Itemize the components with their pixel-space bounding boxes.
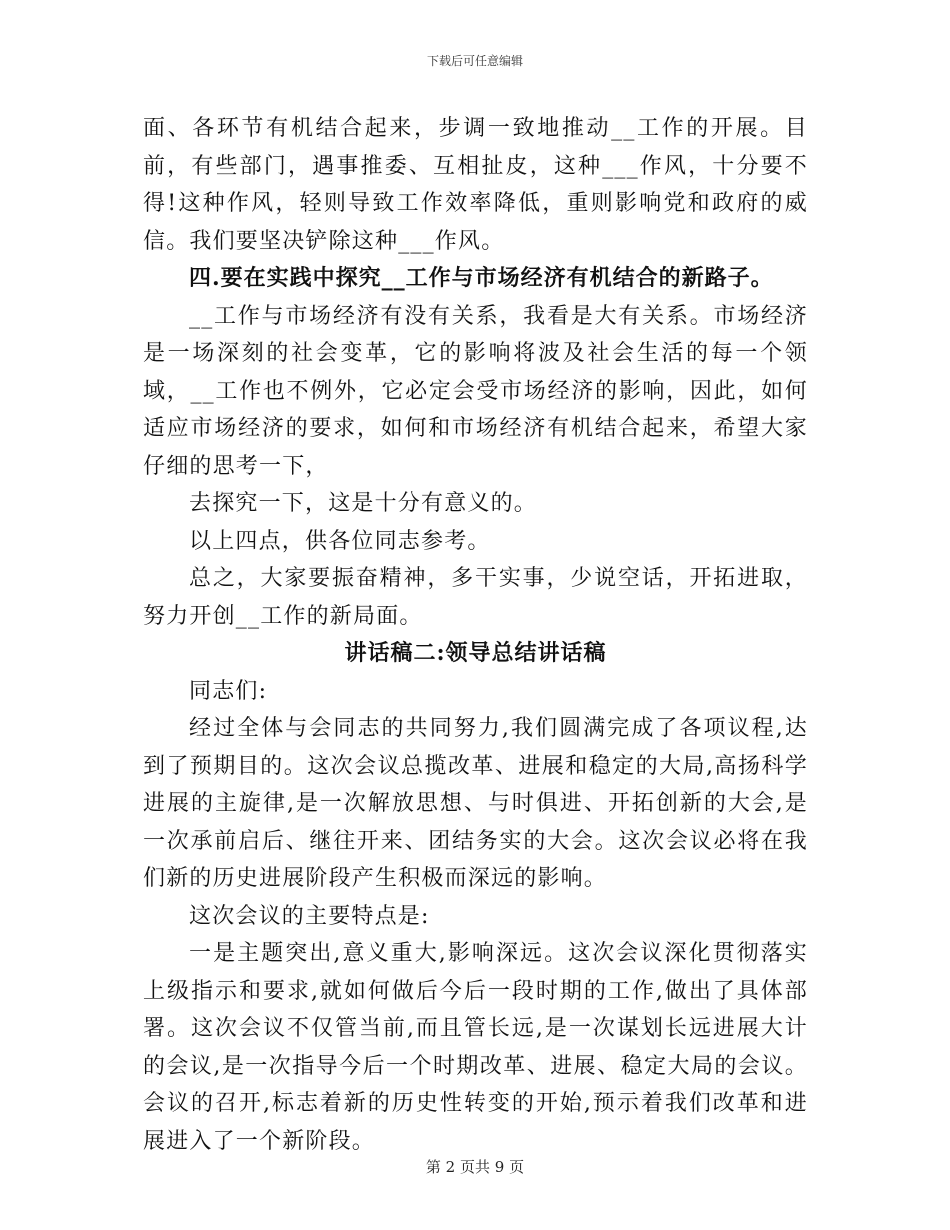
paragraph-9: 一是主题突出,意义重大,影响深远。这次会议深化贯彻落实上级指示和要求,就如何做后今后一段时期的工作,做出了具体部署。这次会议不仅管当前,而且管长远,是一次谋划长远进展大计的会议,是一次指导今后一个时期改革、进展、稳定大局的会议。会议的召开,标志着新的历史性转变的开始,预示着我们改革和进展进入了一个新阶段。 — [143, 941, 808, 1154]
paragraph-1: 面、各环节有机结合起来，步调一致地推动__工作的开展。目前，有些部门，遇事推委、互相扯皮，这种___作风，十分要不得!这种作风，轻则导致工作效率降低，重则影响党和政府的威信。我们要坚决铲除这种___作风。 — [143, 116, 808, 254]
paragraph-8: 这次会议的主要特点是: — [189, 903, 430, 929]
paragraph-5: 总之，大家要振奋精神，多干实事，少说空话，开拓进取，努力开创__工作的新局面。 — [143, 566, 808, 629]
heading-point-four: 四.要在实践中探究__工作与市场经济有机结合的新路子。 — [189, 265, 774, 291]
section-title: 讲话稿二:领导总结讲话稿 — [344, 640, 607, 666]
paragraph-2: __工作与市场经济有没有关系，我看是大有关系。市场经济是一场深刻的社会变革，它的影响将波及社会生活的每一个领域，__工作也不例外，它必定会受市场经济的影响，因此，如何适应市场经济的要求，如何和市场经济有机结合起来，希望大家仔细的思考一下， — [143, 303, 808, 479]
page-header: 下载后可任意编辑 — [426, 54, 523, 68]
document-body — [143, 110, 808, 1160]
salutation: 同志们: — [189, 678, 268, 704]
paragraph-7: 经过全体与会同志的共同努力,我们圆满完成了各项议程,达到了预期目的。这次会议总揽改革、进展和稳定的大局,高扬科学进展的主旋律,是一次解放思想、与时俱进、开拓创新的大会,是一次承前启后、继往开来、团结务实的大会。这次会议必将在我们新的历史进展阶段产生积极而深远的影响。 — [143, 716, 808, 891]
paragraph-4: 以上四点，供各位同志参考。 — [189, 528, 491, 554]
page-footer: 第 2 页共 9 页 — [425, 1158, 525, 1176]
paragraph-3: 去探究一下，这是十分有意义的。 — [189, 491, 538, 516]
